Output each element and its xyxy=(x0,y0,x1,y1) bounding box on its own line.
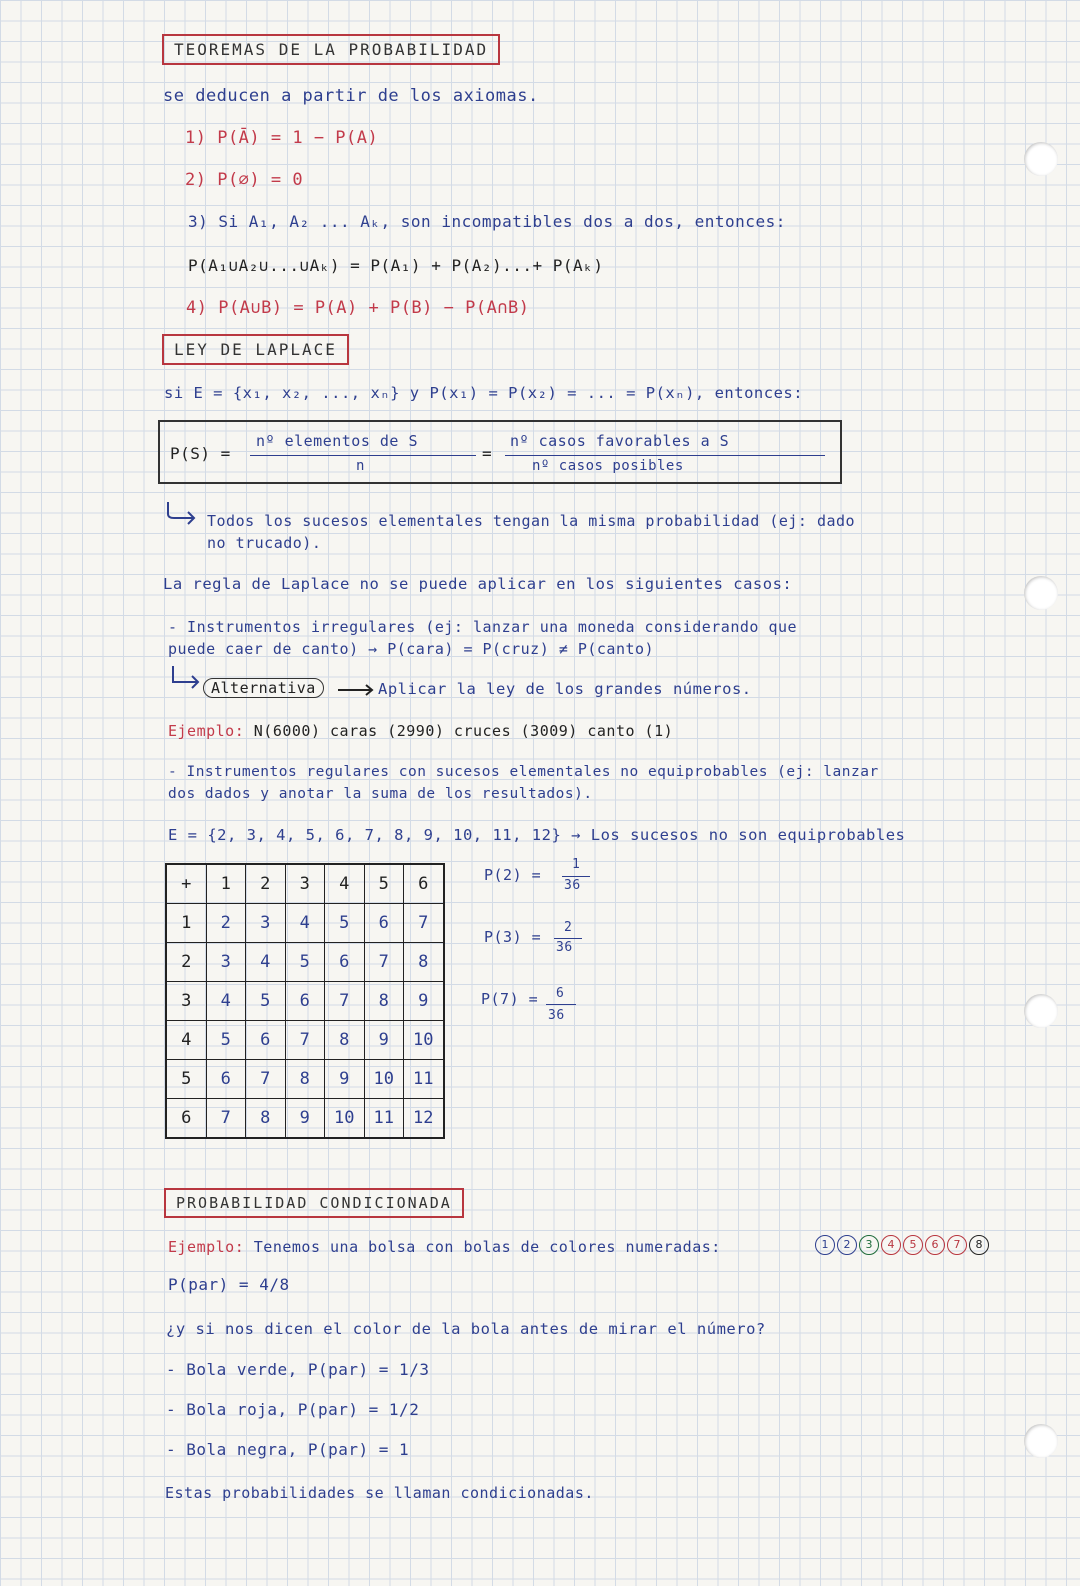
prob-7-line xyxy=(546,1004,576,1005)
prob-3-lhs: P(3) = xyxy=(484,928,542,946)
prob-3-num: 2 xyxy=(564,920,573,935)
table-cell: 10 xyxy=(404,1021,444,1060)
formula-den2: nº casos posibles xyxy=(532,458,684,474)
theorem-3: 3) Si A₁, A₂ ... Aₖ, son incompatibles dos a dos, entonces: xyxy=(188,212,786,231)
table-row xyxy=(166,1060,444,1099)
table-cell: 4 xyxy=(166,1021,206,1060)
table-cell: 3 xyxy=(246,904,286,943)
table-row xyxy=(166,1021,444,1060)
conditional-example xyxy=(168,1238,721,1256)
table-cell: 11 xyxy=(364,1099,404,1139)
table-row xyxy=(166,943,444,982)
case2-line2: dos dados y anotar la suma de los resultados). xyxy=(168,786,593,802)
theorem-3-formula: P(A₁∪A₂∪...∪Aₖ) = P(A₁) + P(A₂)...+ P(Aₖ) xyxy=(188,256,604,275)
laplace-title: LEY DE LAPLACE xyxy=(162,334,349,365)
table-cell: 5 xyxy=(246,982,286,1021)
table-cell: 6 xyxy=(364,904,404,943)
table-cell: 5 xyxy=(325,904,365,943)
ball-2: 2 xyxy=(837,1235,857,1255)
table-cell: 2 xyxy=(246,864,286,904)
table-cell: 8 xyxy=(246,1099,286,1139)
laplace-condition: si E = {x₁, x₂, ..., xₙ} y P(x₁) = P(x₂) = ... = P(xₙ), entonces: xyxy=(164,384,804,402)
table-cell: 9 xyxy=(404,982,444,1021)
table-cell: 4 xyxy=(206,982,246,1021)
table-cell: 6 xyxy=(285,982,325,1021)
formula-num2: nº casos favorables a S xyxy=(510,432,730,450)
prob-3-den: 36 xyxy=(556,940,573,955)
table-cell: 2 xyxy=(206,904,246,943)
conditional-example-text: Tenemos una bolsa con bolas de colores numeradas: xyxy=(253,1238,721,1256)
table-cell: 8 xyxy=(404,943,444,982)
dice-sum-table xyxy=(165,863,445,1139)
numbered-balls xyxy=(815,1235,989,1255)
table-cell: 9 xyxy=(285,1099,325,1139)
table-cell: 3 xyxy=(285,864,325,904)
table-cell: 10 xyxy=(325,1099,365,1139)
alternative-arrow-icon xyxy=(168,664,204,690)
ball-4: 4 xyxy=(881,1235,901,1255)
table-cell: 6 xyxy=(206,1060,246,1099)
ball-6: 6 xyxy=(925,1235,945,1255)
theorem-1 xyxy=(185,128,378,148)
prob-2-den: 36 xyxy=(564,878,581,893)
table-cell: 6 xyxy=(166,1099,206,1139)
ball-1: 1 xyxy=(815,1235,835,1255)
table-cell: 8 xyxy=(364,982,404,1021)
table-cell: 1 xyxy=(166,904,206,943)
table-cell: 12 xyxy=(404,1099,444,1139)
table-row xyxy=(166,904,444,943)
table-cell: 4 xyxy=(325,864,365,904)
table-cell: 3 xyxy=(206,943,246,982)
conditional-conclusion: Estas probabilidades se llaman condicionadas. xyxy=(165,1484,594,1502)
theorem-2-text: 2) P(∅) = 0 xyxy=(185,170,304,190)
table-cell: 7 xyxy=(325,982,365,1021)
case1-line1: - Instrumentos irregulares (ej: lanzar una moneda considerando que xyxy=(168,618,798,636)
case-green: - Bola verde, P(par) = 1/3 xyxy=(166,1360,430,1379)
example-text: N(6000) caras (2990) cruces (3009) canto (1) xyxy=(253,722,674,740)
table-cell: 1 xyxy=(206,864,246,904)
binder-hole xyxy=(1024,1424,1058,1458)
table-header-row xyxy=(166,864,444,904)
note-arrow-icon xyxy=(160,500,200,530)
theorems-intro: se deducen a partir de los axiomas. xyxy=(163,86,539,106)
table-cell: 5 xyxy=(166,1060,206,1099)
table-cell: 2 xyxy=(166,943,206,982)
prob-7-lhs: P(7) = xyxy=(481,990,539,1008)
case2-line1: - Instrumentos regulares con sucesos elementales no equiprobables (ej: lanzar xyxy=(168,764,879,780)
p-even: P(par) = 4/8 xyxy=(168,1275,290,1294)
table-row xyxy=(166,982,444,1021)
laplace-note-line2: no trucado). xyxy=(207,534,322,552)
sample-space: E = {2, 3, 4, 5, 6, 7, 8, 9, 10, 11, 12} → Los sucesos no son equiprobables xyxy=(168,826,906,844)
table-cell: 8 xyxy=(285,1060,325,1099)
table-cell: 6 xyxy=(246,1021,286,1060)
binder-hole xyxy=(1024,994,1058,1028)
table-cell: 9 xyxy=(325,1060,365,1099)
conditional-question: ¿y si nos dicen el color de la bola antes de mirar el número? xyxy=(166,1320,766,1338)
table-cell: 5 xyxy=(364,864,404,904)
table-cell: 4 xyxy=(246,943,286,982)
prob-7-num: 6 xyxy=(556,986,565,1001)
alternative-label: Alternativa xyxy=(203,678,324,698)
table-cell: 4 xyxy=(285,904,325,943)
prob-3-line xyxy=(554,938,582,939)
table-cell: 3 xyxy=(166,982,206,1021)
table-cell: 7 xyxy=(285,1021,325,1060)
table-cell: 5 xyxy=(285,943,325,982)
prob-2-num: 1 xyxy=(572,857,581,872)
table-cell: 6 xyxy=(325,943,365,982)
table-row xyxy=(166,1099,444,1139)
case-black: - Bola negra, P(par) = 1 xyxy=(166,1440,410,1459)
formula-num1: nº elementos de S xyxy=(256,432,419,450)
example-label: Ejemplo: xyxy=(168,722,245,740)
formula-den1: n xyxy=(356,458,365,474)
theorem-1-text: 1) P(Ā) = 1 − P(A) xyxy=(185,128,379,148)
laplace-formula-box xyxy=(158,420,842,484)
formula-line2 xyxy=(505,455,825,456)
theorem-4-text: 4) P(A∪B) = P(A) + P(B) − P(A∩B) xyxy=(186,298,530,318)
binder-hole xyxy=(1024,576,1058,610)
conditional-title: PROBABILIDAD CONDICIONADA xyxy=(164,1188,464,1218)
case-red: - Bola roja, P(par) = 1/2 xyxy=(166,1400,420,1419)
theorem-2 xyxy=(185,170,303,190)
conditional-example-label: Ejemplo: xyxy=(168,1238,245,1256)
prob-2-lhs: P(2) = xyxy=(484,866,542,884)
table-cell: 10 xyxy=(364,1060,404,1099)
laplace-not-apply: La regla de Laplace no se puede aplicar en los siguientes casos: xyxy=(163,575,793,593)
table-cell: 11 xyxy=(404,1060,444,1099)
formula-line1 xyxy=(250,455,476,456)
prob-7-den: 36 xyxy=(548,1008,565,1023)
table-cell: 9 xyxy=(364,1021,404,1060)
ball-3: 3 xyxy=(859,1235,879,1255)
ball-8: 8 xyxy=(969,1235,989,1255)
table-cell: + xyxy=(166,864,206,904)
formula-lhs: P(S) = xyxy=(170,444,231,463)
formula-eq: = xyxy=(482,444,493,463)
alternative-text: Aplicar la ley de los grandes números. xyxy=(378,680,752,698)
table-cell: 6 xyxy=(404,864,444,904)
prob-2-line xyxy=(562,876,590,877)
table-cell: 7 xyxy=(246,1060,286,1099)
theorems-title: TEOREMAS DE LA PROBABILIDAD xyxy=(162,34,500,65)
example-row xyxy=(168,722,673,740)
table-cell: 8 xyxy=(325,1021,365,1060)
case1-line2: puede caer de canto) → P(cara) = P(cruz) ≠ P(canto) xyxy=(168,640,655,658)
laplace-note-line1: Todos los sucesos elementales tengan la misma probabilidad (ej: dado xyxy=(207,512,856,530)
theorem-4 xyxy=(186,298,530,318)
table-cell: 5 xyxy=(206,1021,246,1060)
table-cell: 7 xyxy=(404,904,444,943)
table-cell: 7 xyxy=(206,1099,246,1139)
binder-hole xyxy=(1024,142,1058,176)
ball-7: 7 xyxy=(947,1235,967,1255)
table-cell: 7 xyxy=(364,943,404,982)
alternative-arrow2-icon xyxy=(336,682,376,698)
ball-5: 5 xyxy=(903,1235,923,1255)
